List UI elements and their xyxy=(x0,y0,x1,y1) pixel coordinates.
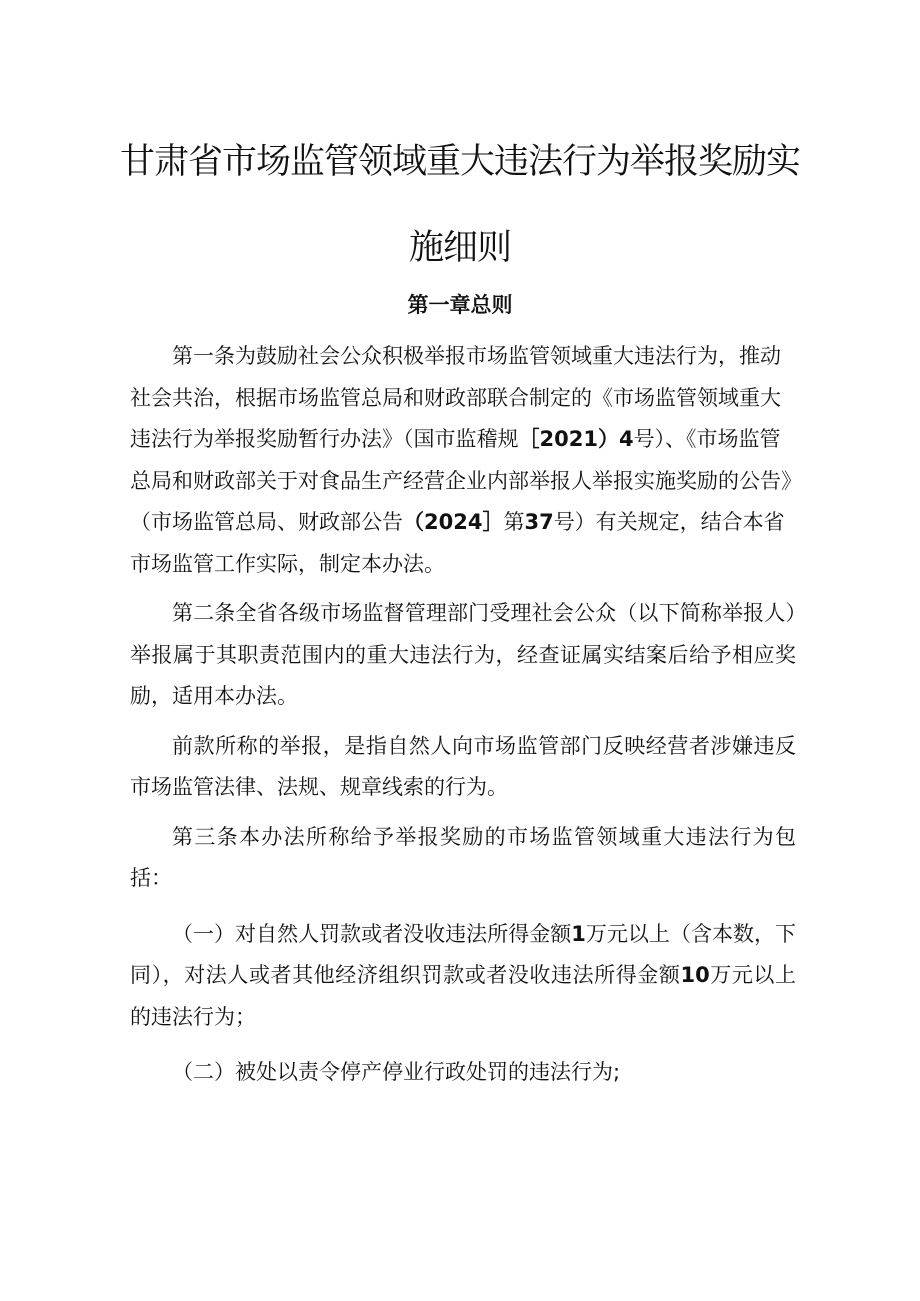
article-2-paragraph: 第二条全省各级市场监督管理部门受理社会公众（以下简称举报人）举报属于其职责范围内的重大违法行为，经查证属实结案后给予相应奖励，适用本办法。 xyxy=(130,601,796,708)
article-1-paragraph xyxy=(130,336,796,585)
article-1-number-2: （2024］ xyxy=(403,510,504,534)
item-1-text-2: 万元以上（含本数，下同），对法人或者其他经济组织罚款或者没收违法所得金额 xyxy=(130,921,797,987)
document-title-line-2: 施细则 xyxy=(408,228,511,268)
document-body xyxy=(130,336,796,1094)
article-1-text-3: 第 xyxy=(503,510,525,534)
article-1-text-1: 第一条为鼓励社会公众积极举报市场监管领域重大违法行为，推动社会共治，根据市场监管总局和财政部联合制定的《市场监管领域重大违法行为举报奖励暂行办法》（国市监稽规 xyxy=(130,344,781,451)
article-2-note-paragraph: 前款所称的举报，是指自然人向市场监管部门反映经营者涉嫌违反市场监管法律、法规、规章线索的行为。 xyxy=(130,733,796,799)
item-1-number-1: 1 xyxy=(571,921,586,946)
article-1-text-4: 号）有关规定，结合本省市场监管工作实际，制定本办法。 xyxy=(130,510,785,576)
article-3-paragraph: 第三条本办法所称给予举报奖励的市场监管领域重大违法行为包括： xyxy=(130,824,796,890)
chapter-heading: 第一章总则 xyxy=(407,293,513,317)
document-title-line-1: 甘肃省市场监管领域重大违法行为举报奖励实 xyxy=(119,142,800,182)
item-1-text-1: （一）对自然人罚款或者没收违法所得金额 xyxy=(172,921,572,946)
article-1-text-2: 号）、《市场监管总局和财政部关于对食品生产经营企业内部举报人举报实施奖励的公告》（市场监管总局、财政部公告 xyxy=(130,427,792,534)
article-1-number-3: 37 xyxy=(524,510,554,534)
item-1-number-2: 10 xyxy=(680,963,710,987)
article-1-number-1: ［2021）4 xyxy=(518,427,634,451)
article-3-item-2: （二）被处以责令停产停业行政处罚的违法行为; xyxy=(172,1060,621,1084)
article-3-item-1 xyxy=(130,914,796,1039)
item-1-text-3: 万元以上的违法行为； xyxy=(130,963,797,1029)
